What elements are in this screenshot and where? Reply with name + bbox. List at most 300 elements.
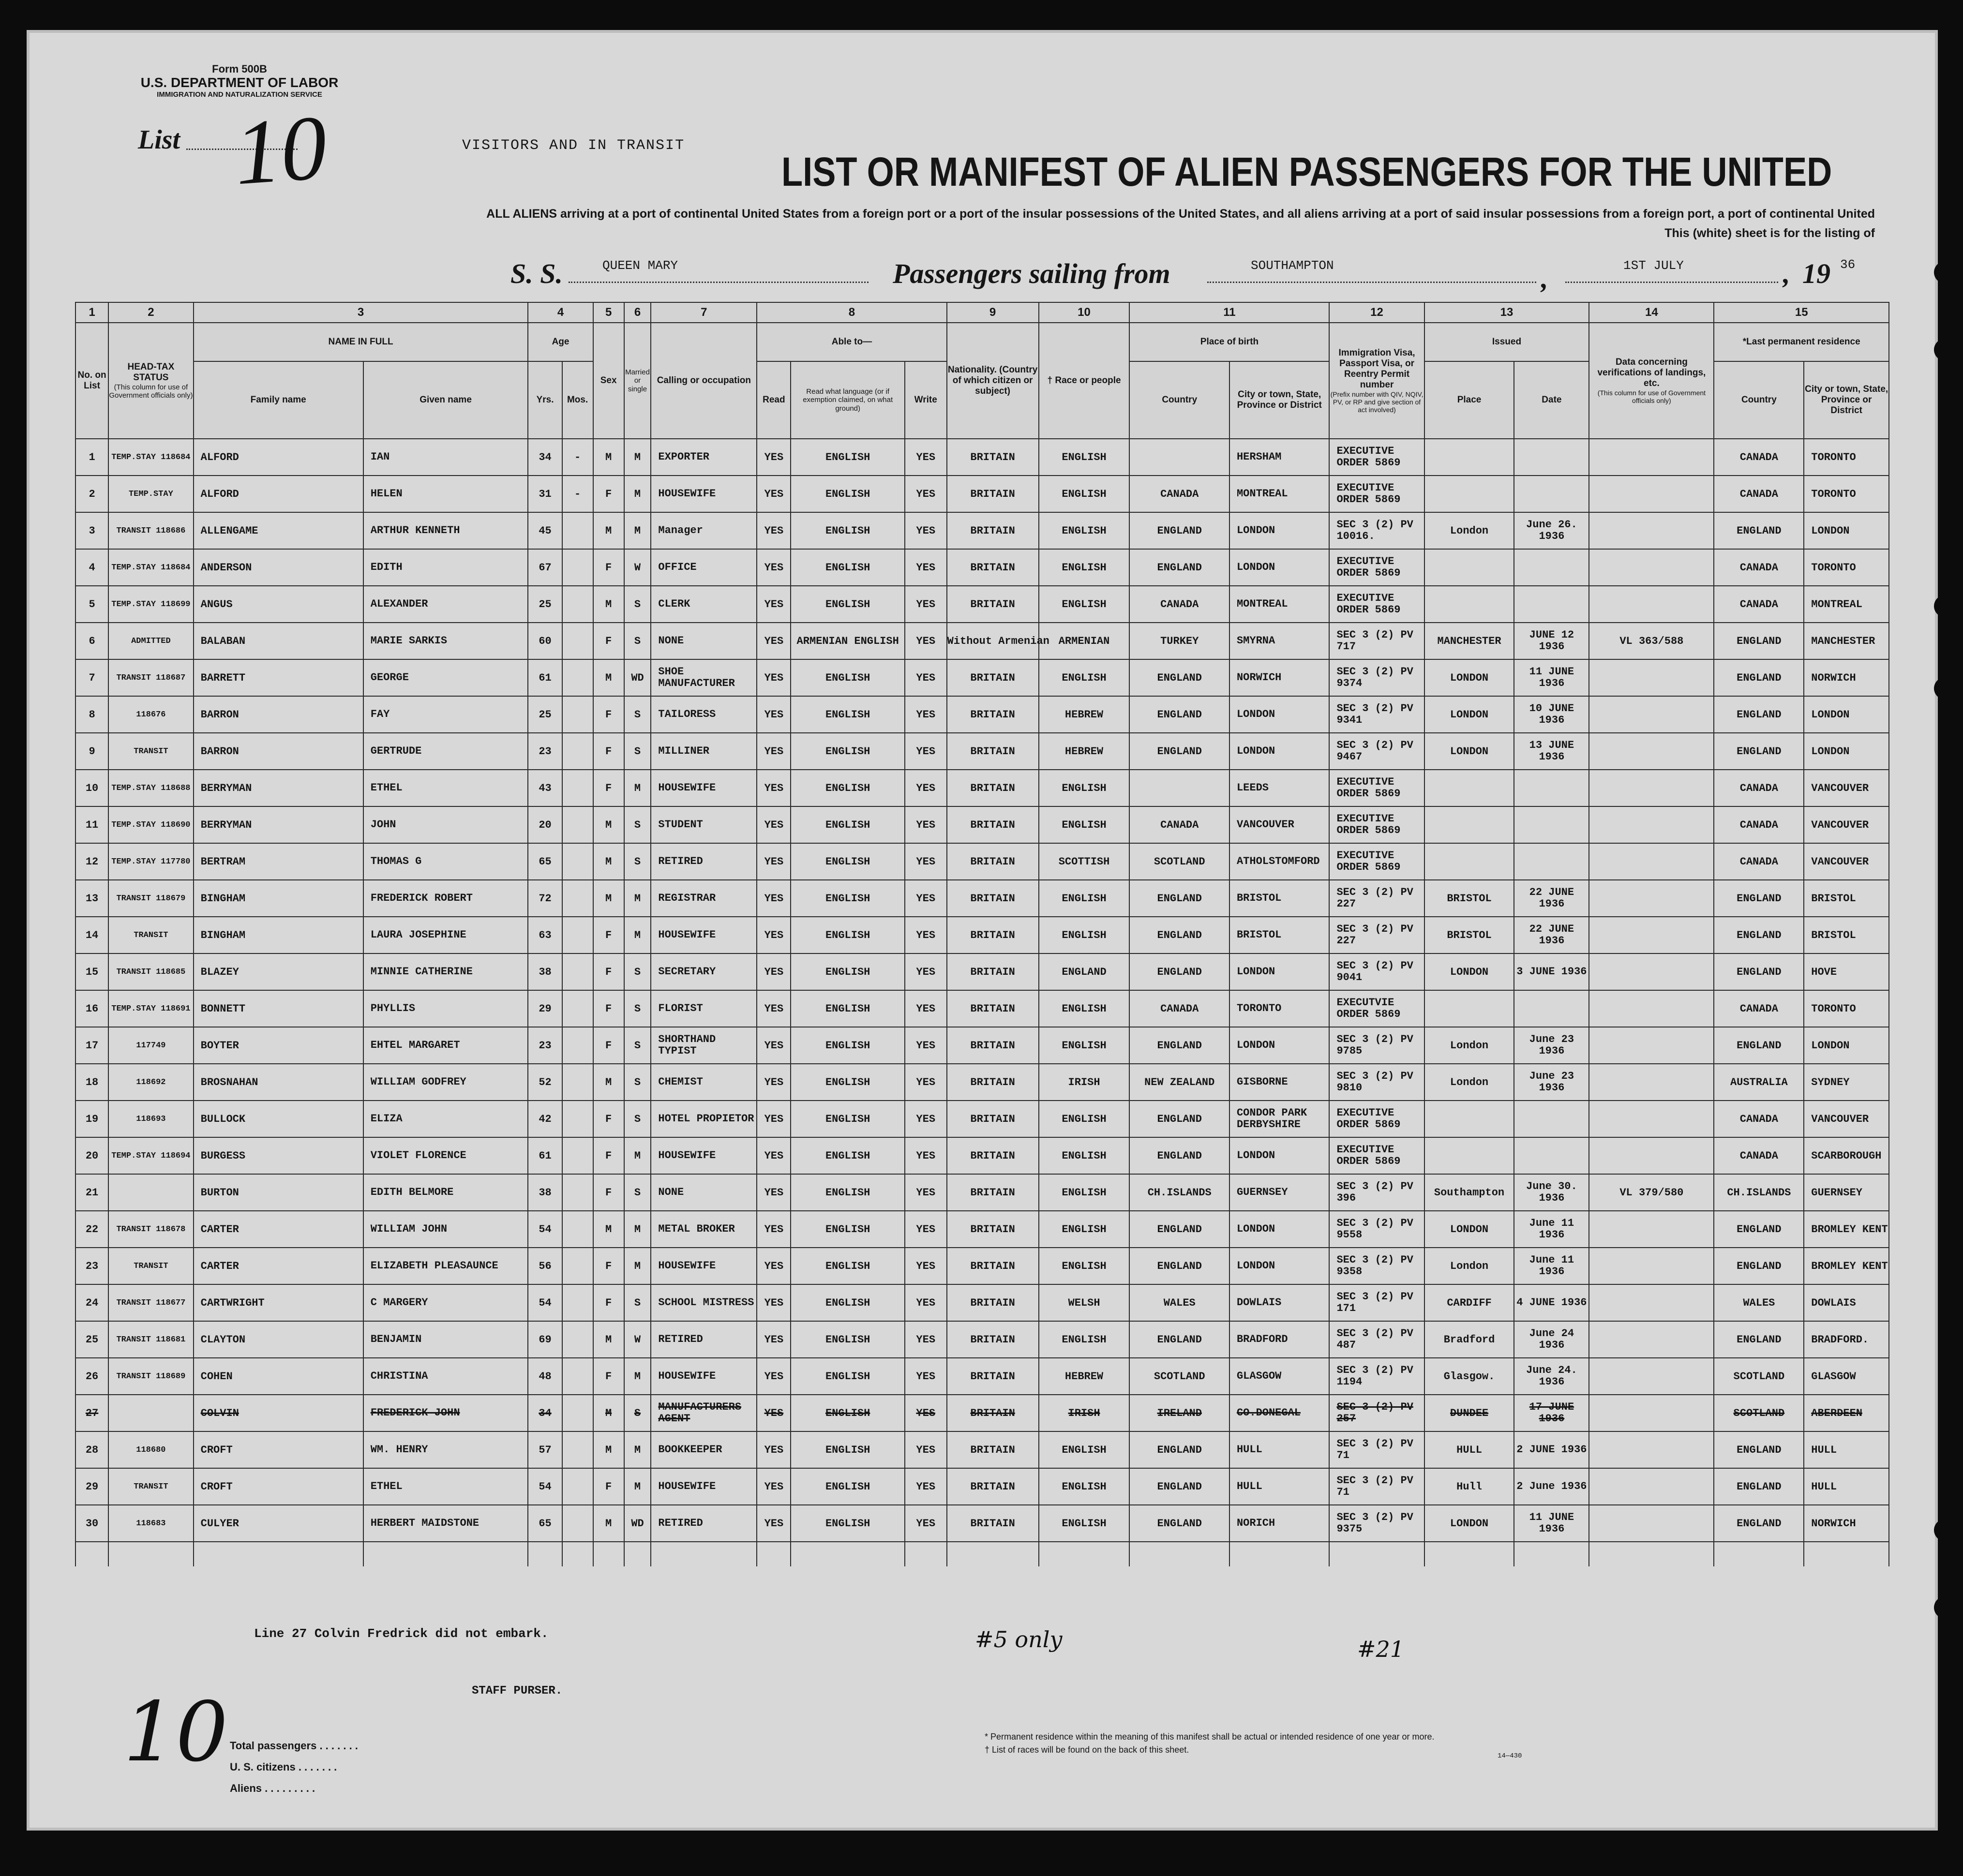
col-num: 11 xyxy=(1129,302,1329,323)
can-write: YES xyxy=(905,586,947,623)
issued-date: 4 JUNE 1936 xyxy=(1514,1284,1589,1321)
race: ENGLISH xyxy=(1039,880,1130,917)
landing-verification xyxy=(1589,549,1714,586)
residence-city: SCARBOROUGH xyxy=(1804,1137,1889,1174)
issued-date: 3 JUNE 1936 xyxy=(1514,953,1589,990)
given-name: GEORGE xyxy=(363,659,528,696)
landing-verification xyxy=(1589,1211,1714,1248)
issued-place: LONDON xyxy=(1424,1505,1514,1542)
row-number: 25 xyxy=(75,1321,108,1358)
can-write: YES xyxy=(905,880,947,917)
race: HEBREW xyxy=(1039,733,1130,770)
family-name: CARTWRIGHT xyxy=(194,1284,363,1321)
visa-number: SEC 3 (2) PV 9467 xyxy=(1329,733,1424,770)
nationality: BRITAIN xyxy=(947,1505,1039,1542)
issued-date xyxy=(1514,770,1589,806)
table-row xyxy=(75,843,1889,880)
row-number: 22 xyxy=(75,1211,108,1248)
issued-date: 22 JUNE 1936 xyxy=(1514,880,1589,917)
issued-place: London xyxy=(1424,1027,1514,1064)
read-language: ENGLISH xyxy=(791,1211,904,1248)
issued-place xyxy=(1424,586,1514,623)
read-language: ENGLISH xyxy=(791,439,904,476)
issued-place: LONDON xyxy=(1424,733,1514,770)
landing-verification xyxy=(1589,1395,1714,1431)
age-years: 57 xyxy=(528,1431,562,1468)
residence-city: VANCOUVER xyxy=(1804,806,1889,843)
marital-status: M xyxy=(624,770,651,806)
landing-verification xyxy=(1589,1137,1714,1174)
birth-city: LONDON xyxy=(1229,1137,1329,1174)
issued-place: LONDON xyxy=(1424,953,1514,990)
visa-number: SEC 3 (2) PV 717 xyxy=(1329,623,1424,659)
age-years: 38 xyxy=(528,1174,562,1211)
port-line xyxy=(1207,282,1536,283)
residence-country: CANADA xyxy=(1714,549,1804,586)
nationality: BRITAIN xyxy=(947,1468,1039,1505)
read-language: ENGLISH xyxy=(791,990,904,1027)
residence-city: BRADFORD. xyxy=(1804,1321,1889,1358)
birth-city: SMYRNA xyxy=(1229,623,1329,659)
can-write: YES xyxy=(905,1321,947,1358)
occupation: SHOE MANUFACTURER xyxy=(651,659,757,696)
visa-number: SEC 3 (2) PV 9785 xyxy=(1329,1027,1424,1064)
sex: F xyxy=(593,990,624,1027)
residence-country: ENGLAND xyxy=(1714,917,1804,953)
issued-date: June 23 1936 xyxy=(1514,1064,1589,1101)
form-number: Form 500B xyxy=(212,63,267,75)
age-months xyxy=(562,1027,593,1064)
marital-status: M xyxy=(624,512,651,549)
residence-country: SCOTLAND xyxy=(1714,1395,1804,1431)
residence-city: MANCHESTER xyxy=(1804,623,1889,659)
occupation: HOUSEWIFE xyxy=(651,917,757,953)
nationality: BRITAIN xyxy=(947,1101,1039,1137)
visa-number: SEC 3 (2) PV 71 xyxy=(1329,1468,1424,1505)
can-write: YES xyxy=(905,990,947,1027)
age-months xyxy=(562,917,593,953)
age-years: 45 xyxy=(528,512,562,549)
read-language: ENGLISH xyxy=(791,880,904,917)
can-write: YES xyxy=(905,1358,947,1395)
issued-date: 11 JUNE 1936 xyxy=(1514,1505,1589,1542)
race: ENGLISH xyxy=(1039,1211,1130,1248)
row-number: 8 xyxy=(75,696,108,733)
head-tax-note: (This column for use of Government officials only) xyxy=(109,383,193,400)
sex: M xyxy=(593,843,624,880)
landing-verification xyxy=(1589,880,1714,917)
age-years: 29 xyxy=(528,990,562,1027)
birth-city: LONDON xyxy=(1229,953,1329,990)
row-number: 30 xyxy=(75,1505,108,1542)
head-tax-title: HEAD-TAX STATUS xyxy=(127,361,175,383)
nationality: BRITAIN xyxy=(947,1248,1039,1284)
birth-country: SCOTLAND xyxy=(1129,843,1229,880)
nationality: BRITAIN xyxy=(947,659,1039,696)
issued-date: June 11 1936 xyxy=(1514,1248,1589,1284)
head-tax-status: TEMP.STAY 118691 xyxy=(108,990,194,1027)
residence-country: CANADA xyxy=(1714,476,1804,512)
residence-city: BRISTOL xyxy=(1804,880,1889,917)
residence-country: ENGLAND xyxy=(1714,1027,1804,1064)
birth-city: BRISTOL xyxy=(1229,880,1329,917)
head-tax-status: TRANSIT 118689 xyxy=(108,1358,194,1395)
family-name: CLAYTON xyxy=(194,1321,363,1358)
row-number: 21 xyxy=(75,1174,108,1211)
residence-country: ENGLAND xyxy=(1714,696,1804,733)
age-months xyxy=(562,1284,593,1321)
residence-city: ABERDEEN xyxy=(1804,1395,1889,1431)
table-row xyxy=(75,696,1889,733)
birth-country: CANADA xyxy=(1129,586,1229,623)
col-birth-country: Country xyxy=(1129,361,1229,439)
col-num: 14 xyxy=(1589,302,1714,323)
issued-place: BRISTOL xyxy=(1424,917,1514,953)
nationality: BRITAIN xyxy=(947,549,1039,586)
landing-verification xyxy=(1589,917,1714,953)
issued-place xyxy=(1424,1137,1514,1174)
race: SCOTTISH xyxy=(1039,843,1130,880)
year-prefix: 19 xyxy=(1802,258,1830,289)
sex: M xyxy=(593,586,624,623)
marital-status: S xyxy=(624,990,651,1027)
residence-country: ENGLAND xyxy=(1714,623,1804,659)
family-name: COLVIN xyxy=(194,1395,363,1431)
age-months xyxy=(562,1505,593,1542)
landing-verification xyxy=(1589,696,1714,733)
head-tax-status: 118692 xyxy=(108,1064,194,1101)
blank-cell xyxy=(624,1542,651,1566)
col-num: 15 xyxy=(1714,302,1889,323)
birth-country: TURKEY xyxy=(1129,623,1229,659)
age-months xyxy=(562,659,593,696)
age-years: 31 xyxy=(528,476,562,512)
birth-city: GISBORNE xyxy=(1229,1064,1329,1101)
issued-date: June 11 1936 xyxy=(1514,1211,1589,1248)
table-row xyxy=(75,770,1889,806)
residence-country: CANADA xyxy=(1714,770,1804,806)
sex: M xyxy=(593,1211,624,1248)
marital-status: S xyxy=(624,1174,651,1211)
head-tax-status: TEMP.STAY 117780 xyxy=(108,843,194,880)
residence-country: ENGLAND xyxy=(1714,1505,1804,1542)
can-write: YES xyxy=(905,806,947,843)
table-row xyxy=(75,1284,1889,1321)
occupation: REGISTRAR xyxy=(651,880,757,917)
binder-hole xyxy=(1934,261,1956,283)
nationality: BRITAIN xyxy=(947,586,1039,623)
birth-city: GLASGOW xyxy=(1229,1358,1329,1395)
landing-verification xyxy=(1589,1431,1714,1468)
sex: M xyxy=(593,1321,624,1358)
marital-status: S xyxy=(624,623,651,659)
visa-number: SEC 3 (2) PV 10016. xyxy=(1329,512,1424,549)
residence-city: NORWICH xyxy=(1804,1505,1889,1542)
issued-date xyxy=(1514,990,1589,1027)
age-months xyxy=(562,1468,593,1505)
read-language: ENGLISH xyxy=(791,953,904,990)
can-read: YES xyxy=(757,1284,791,1321)
age-years: 61 xyxy=(528,659,562,696)
nationality: BRITAIN xyxy=(947,770,1039,806)
can-read: YES xyxy=(757,1137,791,1174)
marital-status: WD xyxy=(624,1505,651,1542)
occupation: OFFICE xyxy=(651,549,757,586)
race: IRISH xyxy=(1039,1064,1130,1101)
sheet-number: 10 xyxy=(123,1684,228,1780)
can-read: YES xyxy=(757,843,791,880)
residence-country: WALES xyxy=(1714,1284,1804,1321)
given-name: VIOLET FLORENCE xyxy=(363,1137,528,1174)
given-name: BENJAMIN xyxy=(363,1321,528,1358)
age-years: 34 xyxy=(528,439,562,476)
departure-date: 1ST JULY xyxy=(1623,258,1684,273)
row-number: 7 xyxy=(75,659,108,696)
family-name: BONNETT xyxy=(194,990,363,1027)
race: ENGLISH xyxy=(1039,1505,1130,1542)
head-tax-status: 118693 xyxy=(108,1101,194,1137)
residence-country: CH.ISLANDS xyxy=(1714,1174,1804,1211)
visa-number: EXECUTIVE ORDER 5869 xyxy=(1329,1101,1424,1137)
table-row xyxy=(75,1505,1889,1542)
birth-country: ENGLAND xyxy=(1129,1505,1229,1542)
read-language: ENGLISH xyxy=(791,1101,904,1137)
nationality: BRITAIN xyxy=(947,880,1039,917)
can-read: YES xyxy=(757,512,791,549)
col-nationality: Nationality. (Country of which citizen or subject) xyxy=(947,323,1039,439)
nationality: Without Armenian xyxy=(947,623,1039,659)
age-years: 54 xyxy=(528,1211,562,1248)
list-label: List xyxy=(138,125,180,155)
ship-line xyxy=(569,282,869,283)
landing-verification xyxy=(1589,586,1714,623)
read-language: ENGLISH xyxy=(791,917,904,953)
residence-city: BRISTOL xyxy=(1804,917,1889,953)
can-read: YES xyxy=(757,1395,791,1431)
residence-city: LONDON xyxy=(1804,733,1889,770)
table-row xyxy=(75,439,1889,476)
given-name: CHRISTINA xyxy=(363,1358,528,1395)
read-language: ENGLISH xyxy=(791,1248,904,1284)
read-language: ENGLISH xyxy=(791,1064,904,1101)
birth-country: ENGLAND xyxy=(1129,1431,1229,1468)
marital-status: M xyxy=(624,1211,651,1248)
visa-number: SEC 3 (2) PV 227 xyxy=(1329,917,1424,953)
issued-place: CARDIFF xyxy=(1424,1284,1514,1321)
issued-date: June 30. 1936 xyxy=(1514,1174,1589,1211)
race: ENGLISH xyxy=(1039,659,1130,696)
landing-verification xyxy=(1589,476,1714,512)
birth-country: ENGLAND xyxy=(1129,1321,1229,1358)
given-name: C MARGERY xyxy=(363,1284,528,1321)
given-name: WM. HENRY xyxy=(363,1431,528,1468)
head-tax-status: TEMP.STAY 118684 xyxy=(108,439,194,476)
age-years: 61 xyxy=(528,1137,562,1174)
residence-city: VANCOUVER xyxy=(1804,770,1889,806)
col-num: 1 xyxy=(75,302,108,323)
age-years: 23 xyxy=(528,1027,562,1064)
table-row xyxy=(75,1211,1889,1248)
occupation: MANUFACTURERS AGENT xyxy=(651,1395,757,1431)
occupation: HOUSEWIFE xyxy=(651,770,757,806)
total-passengers-label: Total passengers . . . . . . . xyxy=(230,1740,358,1752)
can-write: YES xyxy=(905,1284,947,1321)
issued-place: London xyxy=(1424,1248,1514,1284)
nationality: BRITAIN xyxy=(947,1174,1039,1211)
age-years: 52 xyxy=(528,1064,562,1101)
marital-status: M xyxy=(624,1468,651,1505)
age-months xyxy=(562,770,593,806)
age-years: 72 xyxy=(528,880,562,917)
age-months xyxy=(562,1358,593,1395)
read-language: ENGLISH xyxy=(791,1358,904,1395)
visa-number: SEC 3 (2) PV 9810 xyxy=(1329,1064,1424,1101)
can-write: YES xyxy=(905,733,947,770)
can-read: YES xyxy=(757,1505,791,1542)
blank-cell xyxy=(108,1542,194,1566)
visa-number: EXECUTIVE ORDER 5869 xyxy=(1329,843,1424,880)
issued-date xyxy=(1514,843,1589,880)
birth-city: BRADFORD xyxy=(1229,1321,1329,1358)
age-months xyxy=(562,696,593,733)
read-language: ENGLISH xyxy=(791,1027,904,1064)
sex: M xyxy=(593,1431,624,1468)
visa-number: SEC 3 (2) PV 9358 xyxy=(1329,1248,1424,1284)
occupation: EXPORTER xyxy=(651,439,757,476)
occupation: NONE xyxy=(651,623,757,659)
col-place-of-birth: Place of birth xyxy=(1129,323,1329,361)
col-issued: Issued xyxy=(1424,323,1589,361)
birth-country: CANADA xyxy=(1129,476,1229,512)
visa-number: SEC 3 (2) PV 9341 xyxy=(1329,696,1424,733)
can-read: YES xyxy=(757,586,791,623)
race: ENGLISH xyxy=(1039,1101,1130,1137)
row-number: 1 xyxy=(75,439,108,476)
row-number: 19 xyxy=(75,1101,108,1137)
given-name: MARIE SARKIS xyxy=(363,623,528,659)
issued-date: JUNE 12 1936 xyxy=(1514,623,1589,659)
read-language: ARMENIAN ENGLISH xyxy=(791,623,904,659)
department-name: U.S. DEPARTMENT OF LABOR xyxy=(140,75,339,90)
marital-status: S xyxy=(624,843,651,880)
can-read: YES xyxy=(757,623,791,659)
head-tax-status: TRANSIT xyxy=(108,917,194,953)
table-row xyxy=(75,1431,1889,1468)
birth-city: LONDON xyxy=(1229,696,1329,733)
blank-cell xyxy=(528,1542,562,1566)
head-tax-status: 117749 xyxy=(108,1027,194,1064)
age-years: 42 xyxy=(528,1101,562,1137)
blank-cell xyxy=(1804,1542,1889,1566)
us-citizens: U. S. citizens xyxy=(230,1761,296,1773)
birth-city: NORICH xyxy=(1229,1505,1329,1542)
age-years: 54 xyxy=(528,1468,562,1505)
total-passengers: Total passengers xyxy=(230,1740,317,1752)
occupation: HOTEL PROPIETOR xyxy=(651,1101,757,1137)
race: ENGLISH xyxy=(1039,990,1130,1027)
race: ENGLAND xyxy=(1039,953,1130,990)
race: ENGLISH xyxy=(1039,1174,1130,1211)
row-number: 4 xyxy=(75,549,108,586)
sailing-label: Passengers sailing from xyxy=(893,258,1170,289)
occupation: HOUSEWIFE xyxy=(651,1468,757,1505)
can-write: YES xyxy=(905,696,947,733)
can-read: YES xyxy=(757,1358,791,1395)
issued-place: BRISTOL xyxy=(1424,880,1514,917)
read-language: ENGLISH xyxy=(791,806,904,843)
race: ENGLISH xyxy=(1039,439,1130,476)
issued-place xyxy=(1424,439,1514,476)
col-landings xyxy=(1589,323,1714,439)
table-row xyxy=(75,1027,1889,1064)
table-row xyxy=(75,623,1889,659)
residence-city: VANCOUVER xyxy=(1804,1101,1889,1137)
head-tax-status: TRANSIT 118685 xyxy=(108,953,194,990)
sex: M xyxy=(593,806,624,843)
read-language: ENGLISH xyxy=(791,586,904,623)
table-row xyxy=(75,1064,1889,1101)
race: ENGLISH xyxy=(1039,1321,1130,1358)
given-name: ETHEL xyxy=(363,1468,528,1505)
given-name: HELEN xyxy=(363,476,528,512)
race: IRISH xyxy=(1039,1395,1130,1431)
birth-country xyxy=(1129,770,1229,806)
birth-country: NEW ZEALAND xyxy=(1129,1064,1229,1101)
issued-place xyxy=(1424,990,1514,1027)
blank-cell xyxy=(1514,1542,1589,1566)
occupation: HOUSEWIFE xyxy=(651,1358,757,1395)
marital-status: S xyxy=(624,1101,651,1137)
binder-hole xyxy=(1934,595,1956,617)
visa-number: SEC 3 (2) PV 227 xyxy=(1329,880,1424,917)
col-num: 7 xyxy=(651,302,757,323)
nationality: BRITAIN xyxy=(947,953,1039,990)
issued-date xyxy=(1514,1101,1589,1137)
residence-city: HOVE xyxy=(1804,953,1889,990)
col-married: Married or single xyxy=(624,323,651,439)
occupation: NONE xyxy=(651,1174,757,1211)
col-given-name: Given name xyxy=(363,361,528,439)
landing-verification xyxy=(1589,1468,1714,1505)
marital-status: S xyxy=(624,1395,651,1431)
birth-city: ATHOLSTOMFORD xyxy=(1229,843,1329,880)
visa-number: EXECUTIVE ORDER 5869 xyxy=(1329,770,1424,806)
race: ENGLISH xyxy=(1039,549,1130,586)
occupation: RETIRED xyxy=(651,843,757,880)
table-row xyxy=(75,1321,1889,1358)
marital-status: M xyxy=(624,1137,651,1174)
residence-city: LONDON xyxy=(1804,696,1889,733)
table-row xyxy=(75,990,1889,1027)
occupation: SECRETARY xyxy=(651,953,757,990)
birth-city: MONTREAL xyxy=(1229,476,1329,512)
ss-label: S. S. xyxy=(510,258,563,289)
blank-cell xyxy=(1039,1542,1130,1566)
landings-note: (This column for use of Government officials only) xyxy=(1597,388,1706,404)
given-name: FAY xyxy=(363,696,528,733)
birth-city: LONDON xyxy=(1229,733,1329,770)
landing-verification xyxy=(1589,1505,1714,1542)
issued-place: Glasgow. xyxy=(1424,1358,1514,1395)
nationality: BRITAIN xyxy=(947,476,1039,512)
col-num: 8 xyxy=(757,302,946,323)
age-years: 25 xyxy=(528,696,562,733)
can-read: YES xyxy=(757,549,791,586)
occupation: CHEMIST xyxy=(651,1064,757,1101)
can-write: YES xyxy=(905,512,947,549)
marital-status: S xyxy=(624,733,651,770)
birth-country: ENGLAND xyxy=(1129,1101,1229,1137)
